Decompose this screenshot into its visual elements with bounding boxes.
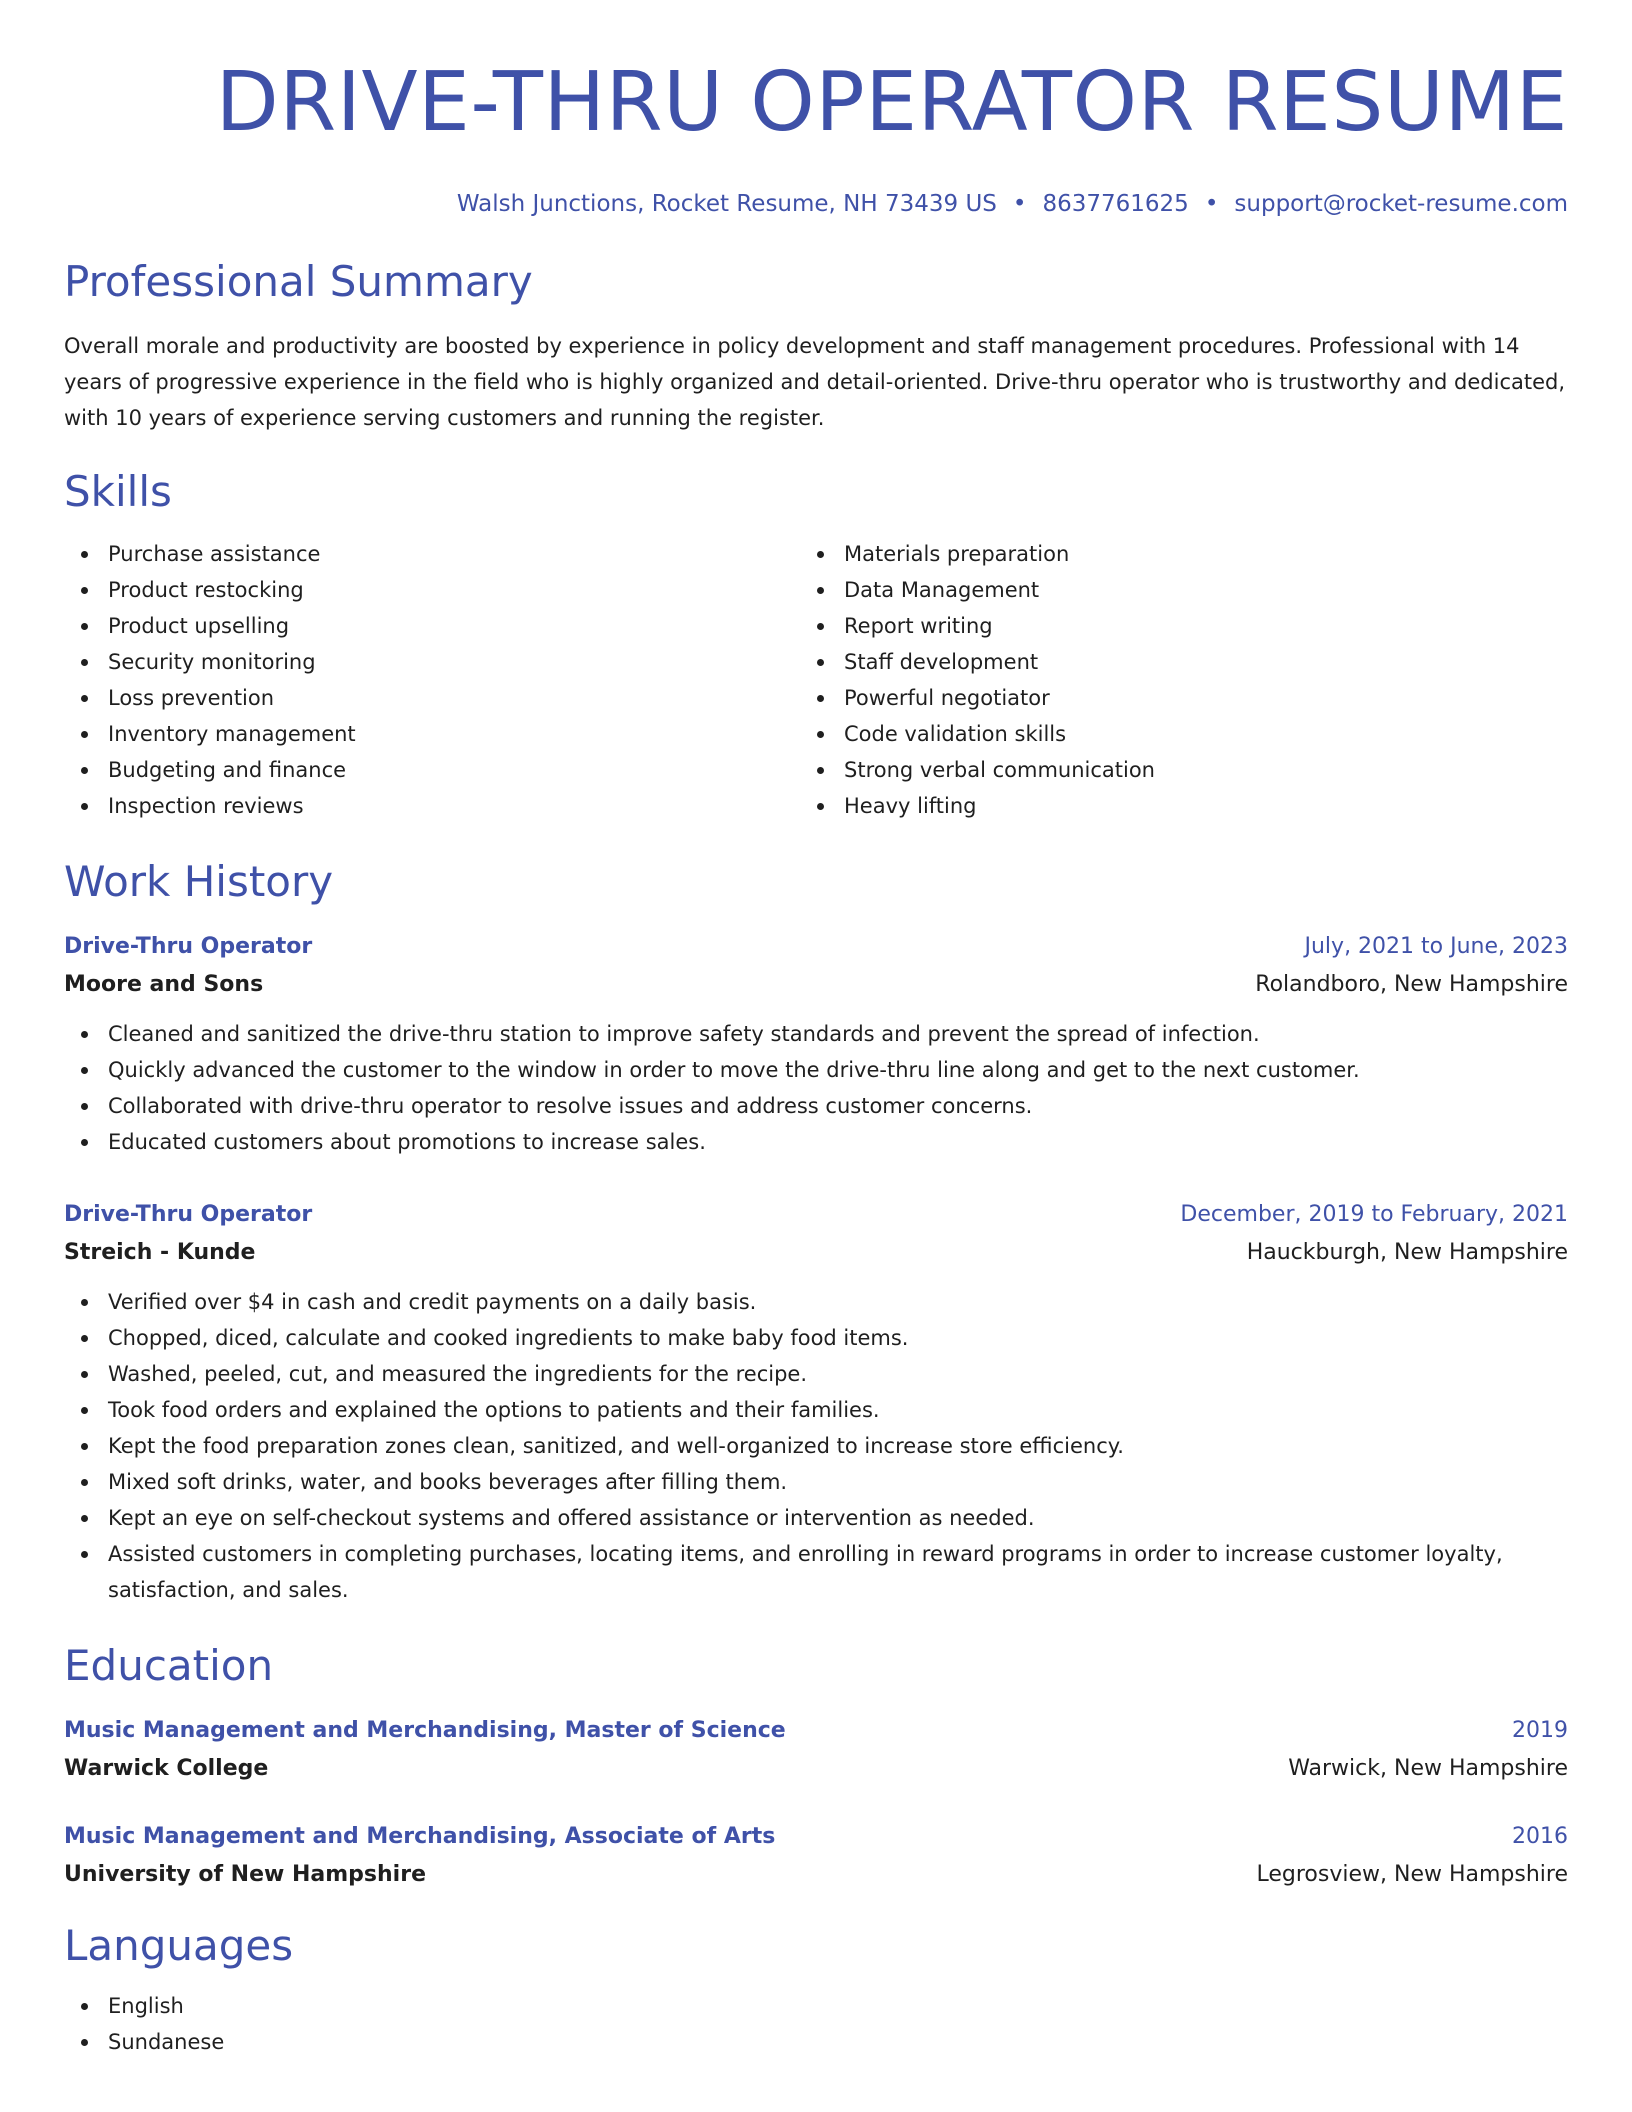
job-entry: [64, 1198, 1568, 1608]
job-bullet: Verified over $4 in cash and credit payments on a daily basis.: [64, 1284, 1568, 1320]
resume-header: [64, 48, 1568, 220]
contact-address: Walsh Junctions, Rocket Resume, NH 73439 US: [456, 191, 997, 217]
job-bullet: Educated customers about promotions to increase sales.: [64, 1124, 1568, 1160]
job-dates: July, 2021 to June, 2023: [1304, 934, 1568, 959]
skills-column-left: [64, 536, 800, 824]
education-degree: Music Management and Merchandising, Associate of Arts: [64, 1824, 776, 1849]
education-degree: Music Management and Merchandising, Master of Science: [64, 1718, 786, 1743]
job-bullet: Took food orders and explained the options to patients and their families.: [64, 1392, 1568, 1428]
job-location: Rolandboro, New Hampshire: [1255, 972, 1568, 997]
skill-item: Inventory management: [64, 716, 800, 752]
skill-item: Product restocking: [64, 572, 800, 608]
skill-item: Staff development: [800, 644, 1536, 680]
education-header-row: [64, 1714, 1568, 1748]
job-role: Drive-Thru Operator: [64, 1202, 313, 1227]
job-bullet: Washed, peeled, cut, and measured the ingredients for the recipe.: [64, 1356, 1568, 1392]
language-item: Sundanese: [64, 2024, 1568, 2060]
job-header-row: [64, 930, 1568, 964]
education-school-row: [64, 1752, 1568, 1786]
skill-item: Heavy lifting: [800, 788, 1536, 824]
education-year: 2016: [1512, 1824, 1568, 1849]
skills-column-right: [800, 536, 1536, 824]
job-role: Drive-Thru Operator: [64, 934, 313, 959]
job-bullet: Quickly advanced the customer to the window in order to move the drive-thru line along and get to the next customer.: [64, 1052, 1568, 1088]
work-history-heading: Work History: [64, 857, 334, 906]
education-entry: [64, 1714, 1568, 1786]
skills-list-right: [800, 536, 1536, 824]
education-header-row: [64, 1820, 1568, 1854]
skill-item: Loss prevention: [64, 680, 800, 716]
job-company: Moore and Sons: [64, 972, 264, 997]
contact-separator: •: [1204, 191, 1219, 217]
education-school: Warwick College: [64, 1756, 269, 1781]
skill-item: Strong verbal communication: [800, 752, 1536, 788]
skill-item: Materials preparation: [800, 536, 1536, 572]
job-bullets: [64, 1284, 1568, 1608]
languages-heading: Languages: [64, 1921, 294, 1970]
summary-text: Overall morale and productivity are boosted by experience in policy development and staff management procedures. Professional with 14 years of progressive experience in the field who is highly organized and detail-oriented. Drive-thru operator who is trustworthy and dedicated, with 10 years of experience serving customers and running the register.: [64, 334, 1566, 430]
skill-item: Inspection reviews: [64, 788, 800, 824]
languages-section: [64, 1918, 1568, 2060]
summary-heading: Professional Summary: [64, 257, 533, 306]
skills-grid: [64, 536, 1568, 824]
job-location: Hauckburgh, New Hampshire: [1246, 1240, 1568, 1265]
skills-section: [64, 464, 1568, 824]
resume-title: DRIVE-THRU OPERATOR RESUME: [215, 55, 1568, 150]
job-bullet: Assisted customers in completing purchases, locating items, and enrolling in reward programs in order to increase customer loyalty, satisfaction, and sales.: [64, 1536, 1568, 1608]
job-company-row: [64, 968, 1568, 1002]
skills-list-left: [64, 536, 800, 824]
contact-line: [64, 188, 1568, 220]
skill-item: Code validation skills: [800, 716, 1536, 752]
skill-item: Budgeting and finance: [64, 752, 800, 788]
skill-item: Data Management: [800, 572, 1536, 608]
skills-heading: Skills: [64, 467, 172, 516]
job-entry: [64, 930, 1568, 1160]
job-bullet: Chopped, diced, calculate and cooked ingredients to make baby food items.: [64, 1320, 1568, 1356]
education-entry: [64, 1820, 1568, 1892]
skill-item: Report writing: [800, 608, 1536, 644]
job-company: Streich - Kunde: [64, 1240, 256, 1265]
job-bullet: Kept the food preparation zones clean, sanitized, and well-organized to increase store efficiency.: [64, 1428, 1568, 1464]
contact-email: support@rocket-resume.com: [1234, 191, 1568, 217]
skill-item: Product upselling: [64, 608, 800, 644]
job-dates: December, 2019 to February, 2021: [1180, 1202, 1568, 1227]
education-location: Warwick, New Hampshire: [1288, 1756, 1568, 1781]
contact-separator: •: [1012, 191, 1027, 217]
job-bullet: Collaborated with drive-thru operator to resolve issues and address customer concerns.: [64, 1088, 1568, 1124]
skill-item: Purchase assistance: [64, 536, 800, 572]
job-header-row: [64, 1198, 1568, 1232]
job-company-row: [64, 1236, 1568, 1270]
work-history-section: [64, 854, 1568, 1608]
summary-section: [64, 254, 1568, 436]
languages-list: [64, 1988, 1568, 2060]
job-bullet: Mixed soft drinks, water, and books beverages after filling them.: [64, 1464, 1568, 1500]
skill-item: Powerful negotiator: [800, 680, 1536, 716]
education-location: Legrosview, New Hampshire: [1256, 1862, 1568, 1887]
education-school: University of New Hampshire: [64, 1862, 426, 1887]
contact-phone: 8637761625: [1042, 191, 1189, 217]
education-year: 2019: [1512, 1718, 1568, 1743]
language-item: English: [64, 1988, 1568, 2024]
skill-item: Security monitoring: [64, 644, 800, 680]
job-bullet: Kept an eye on self-checkout systems and offered assistance or intervention as needed.: [64, 1500, 1568, 1536]
job-bullets: [64, 1016, 1568, 1160]
education-section: [64, 1638, 1568, 1892]
education-school-row: [64, 1858, 1568, 1892]
education-heading: Education: [64, 1641, 274, 1690]
job-bullet: Cleaned and sanitized the drive-thru station to improve safety standards and prevent the spread of infection.: [64, 1016, 1568, 1052]
